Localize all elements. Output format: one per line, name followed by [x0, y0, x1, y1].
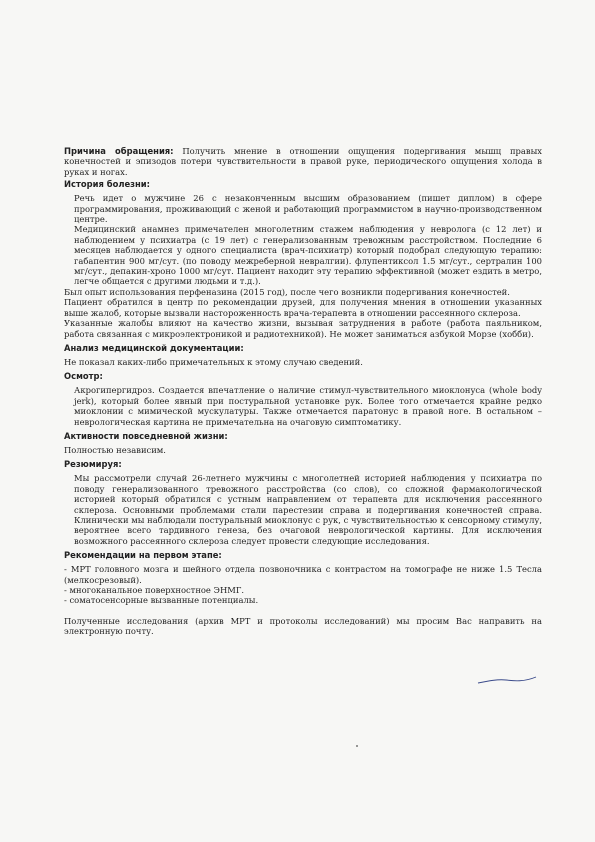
history-heading: История болезни: [64, 179, 151, 190]
docs-text: Не показал каких-либо примечательных к этому случаю сведений. [64, 356, 363, 367]
history-paragraph-4: Пациент обратился в центр по рекомендации друзей, для получения мнения в отношении указанных выше жалоб, которые вызвали настороженность врача-терапевта в отношении рассеянного склероза. [64, 297, 542, 318]
daily-heading: Активности повседневной жизни: [64, 430, 228, 441]
document-body [64, 146, 542, 637]
scan-speck [356, 745, 358, 747]
exam-text: Акрогипергидроз. Создается впечатление о наличие стимул-чувствительного миоклонуса (whole body jerk), который более явный при постуральной установке рук. Более того отмечается крайне редко миоклонии с мимической мускулатуры. Также отмечается паратонус в правой ноге. В остальном – неврологическая картина не примечательна на очаговую симптоматику. [74, 385, 542, 427]
summary-heading: Резюмируя: [64, 459, 122, 470]
history-paragraph-3: Был опыт использования перфеназина (2015 год), после чего возникли подергивания конечностей. [64, 286, 510, 297]
docs-heading: Анализ медицинской документации: [64, 342, 244, 353]
daily-text: Полностью независим. [64, 444, 166, 455]
recommendation-item: - соматосенсорные вызванные потенциалы. [64, 595, 259, 606]
history-paragraph-2: Медицинский анамнез примечателен многолетним стажем наблюдения у невролога (с 12 лет) и наблюдением у психиатра (с 19 лет) с генерализованным тревожным расстройством. Последние 6 месяцев наблюдается у одного специалиста (врач-психиатр) который подобрал следующую терапию: габапентин 900 мг/сут. (по поводу межреберной невралгии). флупентиксол 1.5 мг/сут., сертралин 100 мг/сут., депакин-хроно 1000 мг/сут. Пациент находит эту терапию эффективной (может ездить в метро, легче общается с другими людьми и т.д.). [74, 224, 542, 287]
history-paragraph-1: Речь идет о мужчине 26 с незаконченным высшим образованием (пишет диплом) в сфере программирования, проживающий с женой и работающий программистом в научно-производственном центре. [74, 193, 542, 225]
exam-heading: Осмотр: [64, 371, 103, 382]
recommendation-item: - МРТ головного мозга и шейного отдела позвоночника с контрастом на томографе не ниже 1.5 Тесла (мелкосрезовый). [64, 564, 542, 585]
recommendations-list [64, 564, 542, 606]
recommendations-heading: Рекомендации на первом этапе: [64, 550, 222, 561]
summary-text: Мы рассмотрели случай 26-летнего мужчины с многолетней историей наблюдения у психиатра по поводу генерализованного тревожного расстройства (со слов), со сложной фармакологической историей который обратился с устным направлением от терапевта для исключения рассеянного склероза. Основными проблемами стали парестезии справа и подергивания конечностей справа. Клинически мы наблюдали постуральный миоклонус с рук, с чувствительностью к сенсорному стимулу, вероятнее всего тардивного генеза, без очаговой неврологической картины. Для исключения возможного рассеянного склероза следует провести следующие исследования. [74, 473, 542, 546]
reason-text: Получить мнение в отношении ощущения подергивания мышц правых конечностей и эпизодов потери чувствительности в правой руке, периодического ощущения холода в руках и ногах. [64, 146, 542, 177]
pen-underline-mark [476, 674, 538, 686]
history-paragraph-5: Указанные жалобы влияют на качество жизни, вызывая затруднения в работе (работа паяльником, работа связанная с микроэлектроникой и радиотехникой). Не может заниматься азбукой Морзе (хобби). [64, 318, 542, 339]
reason-label: Причина обращения: [64, 146, 174, 156]
reason-paragraph [64, 146, 542, 177]
closing-text: Полученные исследования (архив МРТ и протоколы исследований) мы просим Вас направить на электронную почту. [64, 615, 542, 637]
recommendation-item: - многоканальное поверхностное ЭНМГ. [64, 585, 245, 595]
